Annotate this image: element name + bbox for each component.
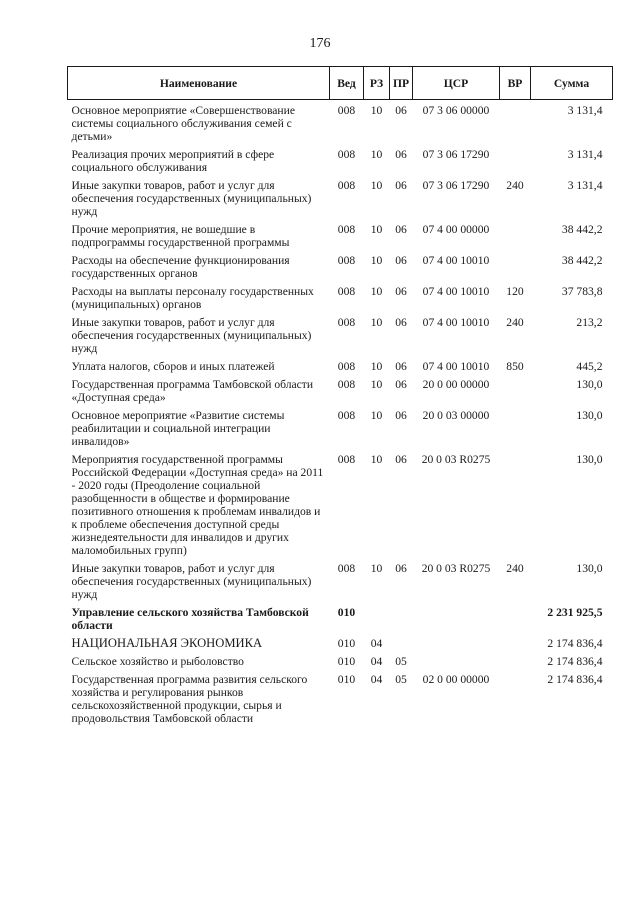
column-header-sum: Сумма <box>531 67 613 100</box>
cell-vr <box>500 405 531 449</box>
column-header-csr: ЦСР <box>413 67 500 100</box>
cell-ved: 008 <box>337 104 356 117</box>
cell-rz <box>364 602 390 633</box>
table-row <box>68 100 613 145</box>
cell-csr: 20 0 03 R0275 <box>421 562 491 575</box>
column-header-pr: ПР <box>390 67 413 100</box>
cell-csr: 20 0 00 00000 <box>422 378 490 391</box>
cell-name: НАЦИОНАЛЬНАЯ ЭКОНОМИКА <box>71 636 263 650</box>
cell-vr: 120 <box>506 285 524 298</box>
cell-vr <box>500 144 531 175</box>
cell-csr: 07 3 06 00000 <box>422 104 490 117</box>
cell-ved: 008 <box>337 409 356 422</box>
cell-rz: 10 <box>370 223 383 236</box>
cell-pr: 06 <box>395 223 407 236</box>
cell-pr: 06 <box>395 316 407 329</box>
cell-name: Государственная программа Тамбовской области «Доступная среда» <box>71 378 314 404</box>
table-row <box>68 175 613 219</box>
cell-vr <box>500 100 531 145</box>
cell-vr <box>500 602 531 633</box>
cell-csr: 02 0 00 00000 <box>422 673 490 686</box>
page-number: 176 <box>309 36 331 51</box>
cell-pr: 06 <box>395 378 407 391</box>
table-row <box>68 558 613 602</box>
cell-ved: 008 <box>337 378 356 391</box>
cell-ved: 008 <box>337 179 356 192</box>
cell-pr: 06 <box>395 562 407 575</box>
cell-rz: 10 <box>370 254 383 267</box>
cell-rz: 10 <box>370 179 383 192</box>
table-row <box>68 250 613 281</box>
table-row <box>68 374 613 405</box>
table-row <box>68 633 613 651</box>
cell-pr <box>390 602 413 633</box>
table-row <box>68 281 613 312</box>
table-header-row <box>68 67 613 100</box>
cell-name: Сельское хозяйство и рыболовство <box>71 655 244 668</box>
cell-vr <box>500 669 531 726</box>
cell-pr: 06 <box>395 148 407 161</box>
cell-pr: 06 <box>395 360 407 373</box>
cell-vr: 240 <box>506 179 524 192</box>
column-header-name: Наименование <box>68 67 330 100</box>
cell-pr: 06 <box>395 104 407 117</box>
cell-pr: 06 <box>395 179 407 192</box>
cell-name: Расходы на обеспечение функционирования государственных органов <box>71 254 290 280</box>
cell-vr: 240 <box>506 562 524 575</box>
cell-csr: 07 4 00 10010 <box>422 316 490 329</box>
cell-sum: 445,2 <box>576 360 603 373</box>
cell-sum: 2 174 836,4 <box>547 673 603 686</box>
budget-table <box>67 66 613 726</box>
cell-name: Иные закупки товаров, работ и услуг для обеспечения государственных (муниципальных) нужд <box>71 562 312 601</box>
cell-csr: 07 3 06 17290 <box>422 179 490 192</box>
cell-name: Прочие мероприятия, не вошедшие в подпрограммы государственной программы <box>71 223 290 249</box>
cell-csr: 07 4 00 10010 <box>422 254 490 267</box>
cell-ved: 010 <box>337 637 356 650</box>
cell-sum: 130,0 <box>576 562 603 575</box>
cell-pr: 05 <box>395 655 407 668</box>
table-row <box>68 312 613 356</box>
cell-sum: 38 442,2 <box>561 254 603 267</box>
cell-ved: 008 <box>337 360 356 373</box>
cell-pr: 05 <box>395 673 407 686</box>
cell-sum: 2 231 925,5 <box>547 606 603 619</box>
cell-vr: 850 <box>506 360 524 373</box>
cell-vr <box>500 219 531 250</box>
cell-name: Управление сельского хозяйства Тамбовской области <box>71 606 309 632</box>
table-row <box>68 449 613 558</box>
cell-name: Расходы на выплаты персоналу государственных (муниципальных) органов <box>71 285 314 311</box>
cell-ved: 008 <box>337 148 356 161</box>
cell-rz: 10 <box>370 378 383 391</box>
cell-rz: 10 <box>370 316 383 329</box>
cell-rz: 10 <box>370 148 383 161</box>
cell-name: Иные закупки товаров, работ и услуг для обеспечения государственных (муниципальных) нужд <box>71 316 312 355</box>
cell-csr: 07 3 06 17290 <box>422 148 490 161</box>
cell-vr <box>500 250 531 281</box>
cell-ved: 008 <box>337 316 356 329</box>
cell-sum: 38 442,2 <box>561 223 603 236</box>
cell-csr <box>413 651 500 669</box>
cell-ved: 008 <box>337 254 356 267</box>
cell-sum: 3 131,4 <box>567 179 603 192</box>
cell-vr <box>500 633 531 651</box>
table-row <box>68 651 613 669</box>
cell-rz: 10 <box>370 285 383 298</box>
cell-sum: 213,2 <box>576 316 603 329</box>
cell-name: Мероприятия государственной программы Российской Федерации «Доступная среда» на 2011 - 2020 годы (Преодоление социальной разобщенности в обществе и формирование позитивного отношения к проблемам инвалидов и к проблеме обеспечения доступной среды жизнедеятельности для инвалидов и других маломобильных групп) <box>71 453 324 557</box>
cell-rz: 10 <box>370 104 383 117</box>
table-row <box>68 144 613 175</box>
table-row <box>68 219 613 250</box>
cell-ved: 010 <box>337 606 356 619</box>
column-header-vr: ВР <box>500 67 531 100</box>
cell-pr: 06 <box>395 254 407 267</box>
cell-rz: 04 <box>370 655 383 668</box>
cell-sum: 130,0 <box>576 378 603 391</box>
cell-pr: 06 <box>395 453 407 466</box>
cell-ved: 010 <box>337 673 356 686</box>
cell-rz: 04 <box>370 673 383 686</box>
cell-name: Реализация прочих мероприятий в сфере социального обслуживания <box>71 148 275 174</box>
cell-rz: 10 <box>370 453 383 466</box>
cell-ved: 008 <box>337 453 356 466</box>
cell-vr <box>500 651 531 669</box>
cell-csr: 07 4 00 00000 <box>422 223 490 236</box>
cell-pr: 06 <box>395 285 407 298</box>
table-row <box>68 602 613 633</box>
cell-csr: 20 0 03 R0275 <box>421 453 491 466</box>
cell-name: Основное мероприятие «Развитие системы реабилитации и социальной интеграции инвалидов» <box>71 409 285 448</box>
table-row <box>68 356 613 374</box>
cell-rz: 10 <box>370 360 383 373</box>
cell-csr <box>413 602 500 633</box>
cell-rz: 10 <box>370 409 383 422</box>
cell-csr: 07 4 00 10010 <box>422 360 490 373</box>
cell-vr <box>500 449 531 558</box>
cell-csr: 07 4 00 10010 <box>422 285 490 298</box>
cell-sum: 37 783,8 <box>561 285 603 298</box>
cell-ved: 008 <box>337 285 356 298</box>
cell-sum: 3 131,4 <box>567 104 603 117</box>
cell-name: Иные закупки товаров, работ и услуг для обеспечения государственных (муниципальных) нужд <box>71 179 312 218</box>
cell-sum: 3 131,4 <box>567 148 603 161</box>
cell-vr: 240 <box>506 316 524 329</box>
cell-rz: 04 <box>370 637 383 650</box>
cell-pr: 06 <box>395 409 407 422</box>
cell-sum: 130,0 <box>576 453 603 466</box>
table-row <box>68 405 613 449</box>
cell-ved: 008 <box>337 562 356 575</box>
cell-sum: 2 174 836,4 <box>547 637 603 650</box>
cell-csr <box>413 633 500 651</box>
cell-name: Государственная программа развития сельского хозяйства и регулирования рынков сельскохозяйственной продукции, сырья и продовольствия Тамбовской области <box>71 673 308 725</box>
cell-sum: 2 174 836,4 <box>547 655 603 668</box>
cell-csr: 20 0 03 00000 <box>422 409 490 422</box>
cell-name: Основное мероприятие «Совершенствование системы социального обслуживания семей с детьми» <box>71 104 295 143</box>
cell-sum: 130,0 <box>576 409 603 422</box>
table-row <box>68 669 613 726</box>
cell-pr <box>390 633 413 651</box>
cell-ved: 010 <box>337 655 356 668</box>
cell-name: Уплата налогов, сборов и иных платежей <box>71 360 275 373</box>
column-header-rz: РЗ <box>364 67 390 100</box>
cell-ved: 008 <box>337 223 356 236</box>
cell-vr <box>500 374 531 405</box>
cell-rz: 10 <box>370 562 383 575</box>
column-header-ved: Вед <box>330 67 364 100</box>
